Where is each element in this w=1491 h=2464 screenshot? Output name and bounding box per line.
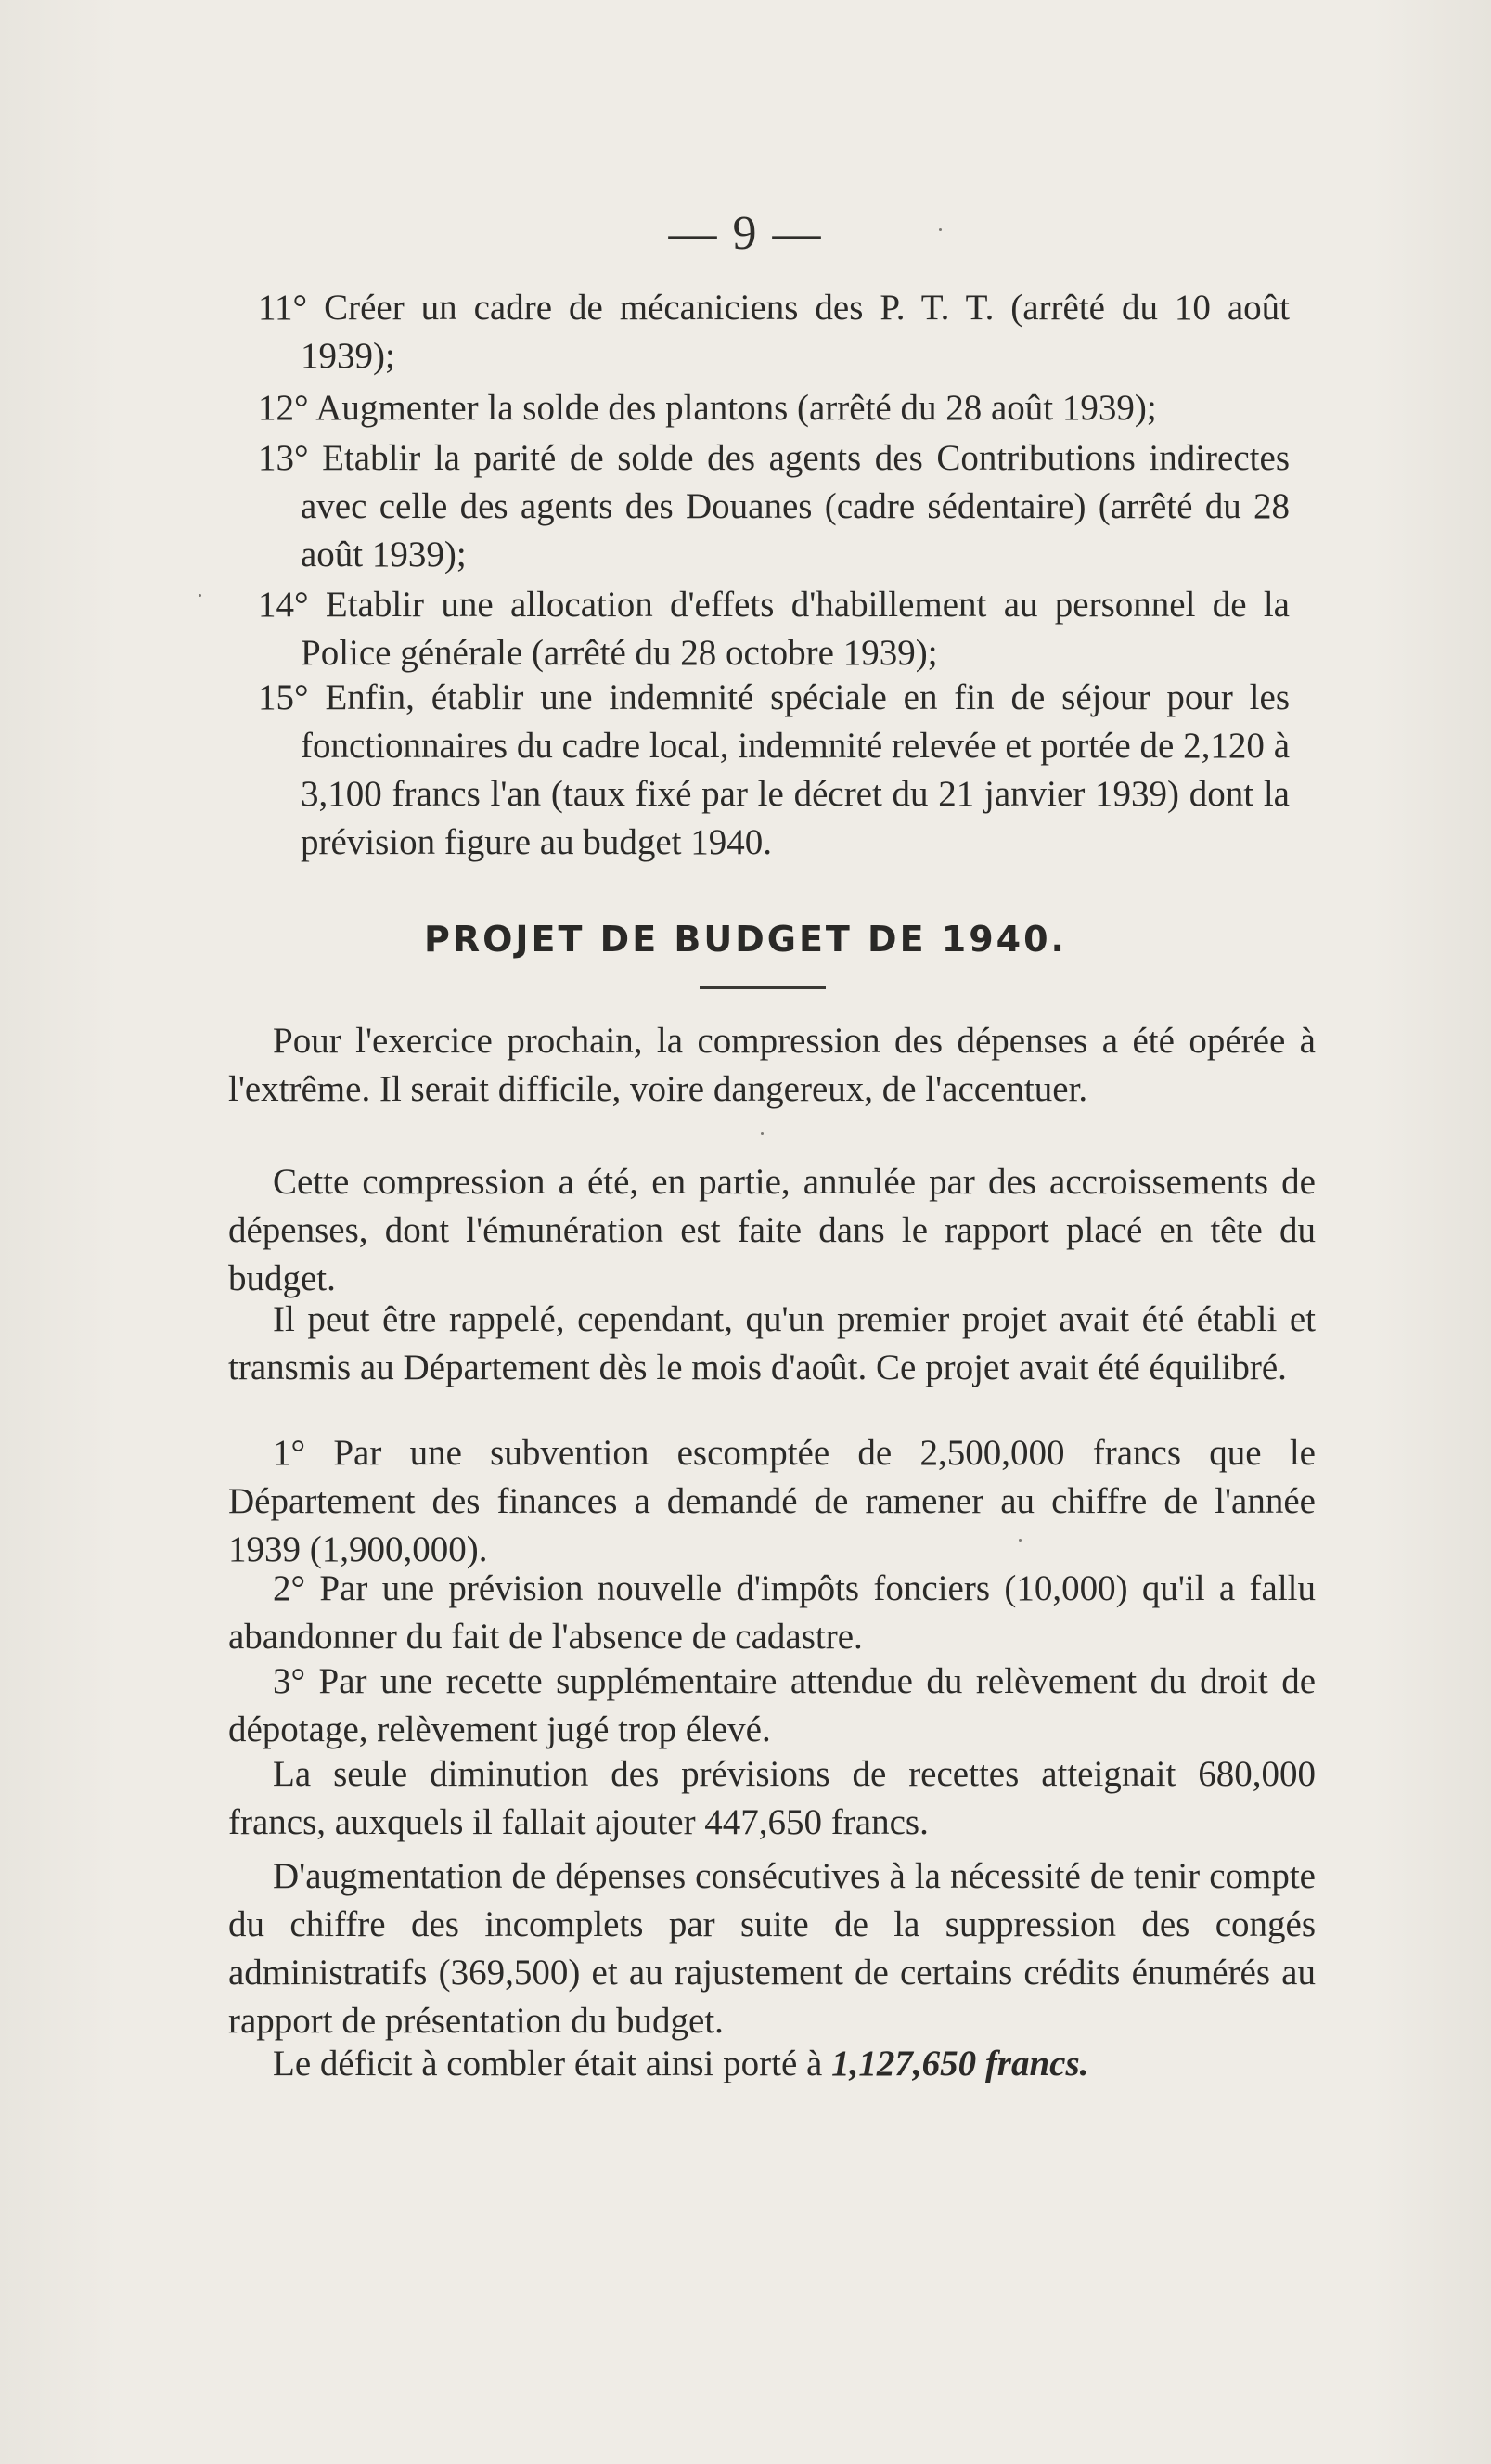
section-heading: PROJET DE BUDGET DE 1940. <box>424 919 1067 960</box>
paragraph-recette-supplementaire: 3° Par une recette supplémentaire attendue du relèvement du droit de dépotage, relèvement jugé trop élevé. <box>228 1661 1316 1749</box>
list-item-13: 13° Etablir la parité de solde des agents des Contributions indirectes avec celle des agents des Douanes (cadre sédentaire) (arrêté du 28 août 1939); <box>258 438 1290 574</box>
page-number: — 9 — <box>668 207 823 260</box>
paragraph-impots-fonciers: 2° Par une prévision nouvelle d'impôts fonciers (10,000) qu'il a fallu abandonner du fait de l'absence de cadastre. <box>228 1568 1316 1657</box>
list-item-15: 15° Enfin, établir une indemnité spéciale en fin de séjour pour les fonctionnaires du cadre local, indemnité relevée et portée de 2,120 à 3,100 francs l'an (taux fixé par le décret du 21 janvier 1939) dont la prévision figure au budget 1940. <box>258 677 1290 862</box>
paper-speck <box>1019 1539 1022 1542</box>
paper-speck <box>761 1132 764 1135</box>
paper-speck <box>199 594 201 597</box>
heading-rule <box>700 986 826 989</box>
paragraph-augmentation-depenses: D'augmentation de dépenses consécutives à la nécessité de tenir compte du chiffre des incomplets par suite de la suppression des congés administratifs (369,500) et au rajustement de certains crédits énumérés au rapport de présentation du budget. <box>228 1856 1316 2041</box>
list-item-12: 12° Augmenter la solde des plantons (arrêté du 28 août 1939); <box>258 388 1157 428</box>
paragraph-compression: Pour l'exercice prochain, la compression des dépenses a été opérée à l'extrême. Il serait difficile, voire dangereux, de l'accentuer. <box>228 1021 1316 1109</box>
final-deficit-amount: 1,127,650 francs. <box>831 2044 1089 2083</box>
paper-speck <box>939 228 942 231</box>
paragraph-premier-projet: Il peut être rappelé, cependant, qu'un premier projet avait été établi et transmis au Département dès le mois d'août. Ce projet avait été équilibré. <box>228 1299 1316 1387</box>
final-deficit-text: Le déficit à combler était ainsi porté à <box>273 2044 823 2083</box>
paragraph-diminution-recettes: La seule diminution des prévisions de recettes atteignait 680,000 francs, auxquels il fallait ajouter 447,650 francs. <box>228 1754 1316 1842</box>
final-deficit-line <box>228 2040 1316 2088</box>
paragraph-accroissements: Cette compression a été, en partie, annulée par des accroissements de dépenses, dont l'émunération est faite dans le rapport placé en tête du budget. <box>228 1162 1316 1298</box>
list-item-14: 14° Etablir une allocation d'effets d'habillement au personnel de la Police générale (arrêté du 28 octobre 1939); <box>258 585 1290 673</box>
list-item-11: 11° Créer un cadre de mécaniciens des P. T. T. (arrêté du 10 août 1939); <box>258 288 1290 376</box>
paragraph-subvention: 1° Par une subvention escomptée de 2,500,000 francs que le Département des finances a demandé de ramener au chiffre de l'année 1939 (1,900,000). <box>228 1433 1316 1569</box>
